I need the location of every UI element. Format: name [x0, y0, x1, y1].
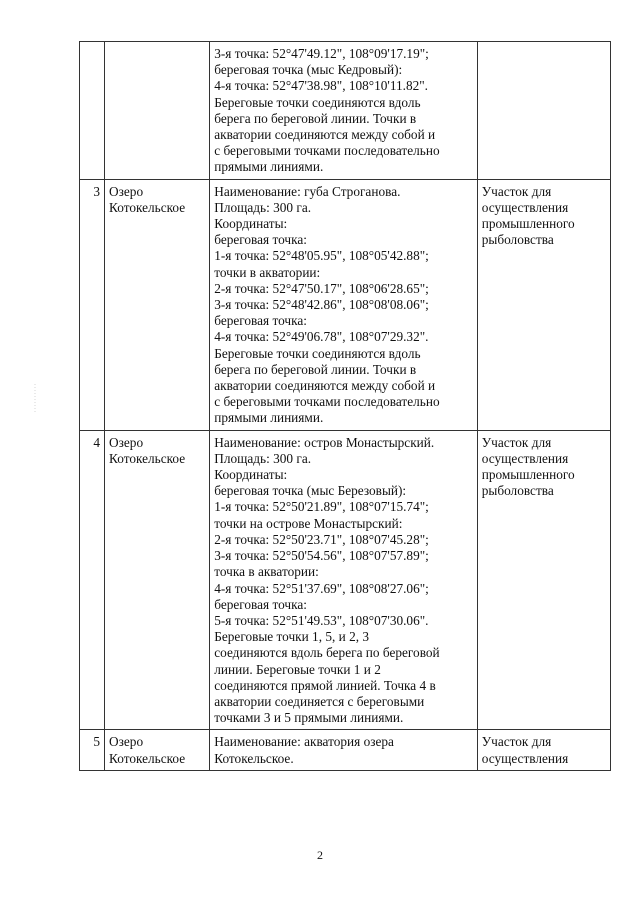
area-purpose-cell: [477, 730, 610, 770]
description-line: прямыми линиями.: [214, 410, 324, 426]
description-line: Площадь: 300 га.: [214, 199, 312, 215]
description-line: точка в акватории:: [214, 564, 319, 580]
description-line: 4-я точка: 52°49'06.78", 108°07'29.32".: [214, 329, 429, 345]
table-row: [80, 42, 611, 180]
description-line: Координаты:: [214, 467, 288, 483]
description-line: прямыми линиями.: [214, 159, 324, 175]
description-line: Береговые точки соединяются вдоль: [214, 94, 421, 110]
row-number-cell: 3: [80, 179, 105, 430]
fishing-areas-table: [79, 41, 611, 771]
purpose-line: осуществления: [481, 450, 569, 466]
description-line: Наименование: губа Строганова.: [214, 183, 401, 199]
description-line: акватории соединяются между собой и: [214, 127, 436, 143]
description-line: 1-я точка: 52°50'21.89", 108°07'15.74";: [214, 499, 429, 515]
description-line: 3-я точка: 52°50'54.56", 108°07'57.89";: [214, 548, 429, 564]
description-line: соединяются вдоль берега по береговой: [214, 645, 440, 661]
description-line: Наименование: остров Монастырский.: [214, 434, 435, 450]
purpose-line: промышленного: [481, 467, 575, 483]
row-number-cell: 4: [80, 430, 105, 730]
water-object-cell: [105, 179, 210, 430]
water-object-cell: [105, 42, 210, 180]
area-purpose-cell: [477, 42, 610, 180]
purpose-line: осуществления: [481, 199, 569, 215]
description-line: береговая точка:: [214, 232, 307, 248]
description-line: Наименование: акватория озера: [214, 734, 394, 750]
page-number: 2: [317, 848, 323, 862]
area-purpose-cell: [477, 179, 610, 430]
row-number-cell: [80, 42, 105, 180]
description-line: берега по береговой линии. Точки в: [214, 361, 417, 377]
description-line: Котокельское.: [214, 750, 294, 766]
water-object-line: Озеро: [109, 183, 144, 199]
description-line: 3-я точка: 52°48'42.86", 108°08'08.06";: [214, 297, 429, 313]
description-line: с береговыми точками последовательно: [214, 394, 440, 410]
area-description-cell: [210, 42, 478, 180]
water-object-cell: [105, 730, 210, 770]
description-line: точки на острове Монастырский:: [214, 515, 403, 531]
water-object-line: Озеро: [109, 734, 144, 750]
purpose-line: Участок для: [481, 434, 552, 450]
description-line: соединяются прямой линией. Точка 4 в: [214, 677, 436, 693]
description-line: 4-я точка: 52°47'38.98", 108°10'11.82".: [214, 78, 428, 94]
description-line: Береговые точки 1, 5, и 2, 3: [214, 629, 370, 645]
water-object-cell: [105, 430, 210, 730]
area-description-cell: [210, 430, 478, 730]
description-line: точками 3 и 5 прямыми линиями.: [214, 710, 404, 726]
description-line: 4-я точка: 52°51'37.69", 108°08'27.06";: [214, 580, 429, 596]
area-description-cell: [210, 730, 478, 770]
area-purpose-cell: [477, 430, 610, 730]
description-line: линии. Береговые точки 1 и 2: [214, 661, 381, 677]
purpose-line: Участок для: [481, 734, 552, 750]
table-row: [80, 430, 611, 730]
margin-scan-mark: [30, 384, 40, 414]
water-object-line: Котокельское: [109, 199, 186, 215]
description-line: береговая точка:: [214, 596, 307, 612]
description-line: с береговыми точками последовательно: [214, 143, 440, 159]
purpose-line: Участок для: [481, 183, 552, 199]
description-line: 3-я точка: 52°47'49.12", 108°09'17.19";: [214, 46, 429, 61]
description-line: акватории соединяется с береговыми: [214, 693, 425, 709]
description-line: 5-я точка: 52°51'49.53", 108°07'30.06".: [214, 612, 429, 628]
description-line: акватории соединяются между собой и: [214, 378, 436, 394]
water-object-line: Озеро: [109, 434, 144, 450]
purpose-line: промышленного: [481, 216, 575, 232]
description-line: точки в акватории:: [214, 264, 321, 280]
description-line: 2-я точка: 52°50'23.71", 108°07'45.28";: [214, 531, 429, 547]
purpose-line: осуществления: [481, 750, 569, 766]
purpose-line: рыболовства: [481, 232, 554, 248]
water-object-line: Котокельское: [109, 450, 186, 466]
table-row: [80, 179, 611, 430]
description-line: 2-я точка: 52°47'50.17", 108°06'28.65";: [214, 280, 429, 296]
area-description-cell: [210, 179, 478, 430]
purpose-line: рыболовства: [481, 483, 554, 499]
description-line: Площадь: 300 га.: [214, 450, 312, 466]
water-object-line: Котокельское: [109, 750, 186, 766]
description-line: береговая точка (мыс Березовый):: [214, 483, 407, 499]
description-line: Береговые точки соединяются вдоль: [214, 345, 421, 361]
description-line: береговая точка (мыс Кедровый):: [214, 62, 403, 78]
description-line: береговая точка:: [214, 313, 307, 329]
row-number-cell: 5: [80, 730, 105, 770]
table-row: [80, 730, 611, 770]
description-line: Координаты:: [214, 216, 288, 232]
description-line: берега по береговой линии. Точки в: [214, 110, 417, 126]
description-line: 1-я точка: 52°48'05.95", 108°05'42.88";: [214, 248, 429, 264]
